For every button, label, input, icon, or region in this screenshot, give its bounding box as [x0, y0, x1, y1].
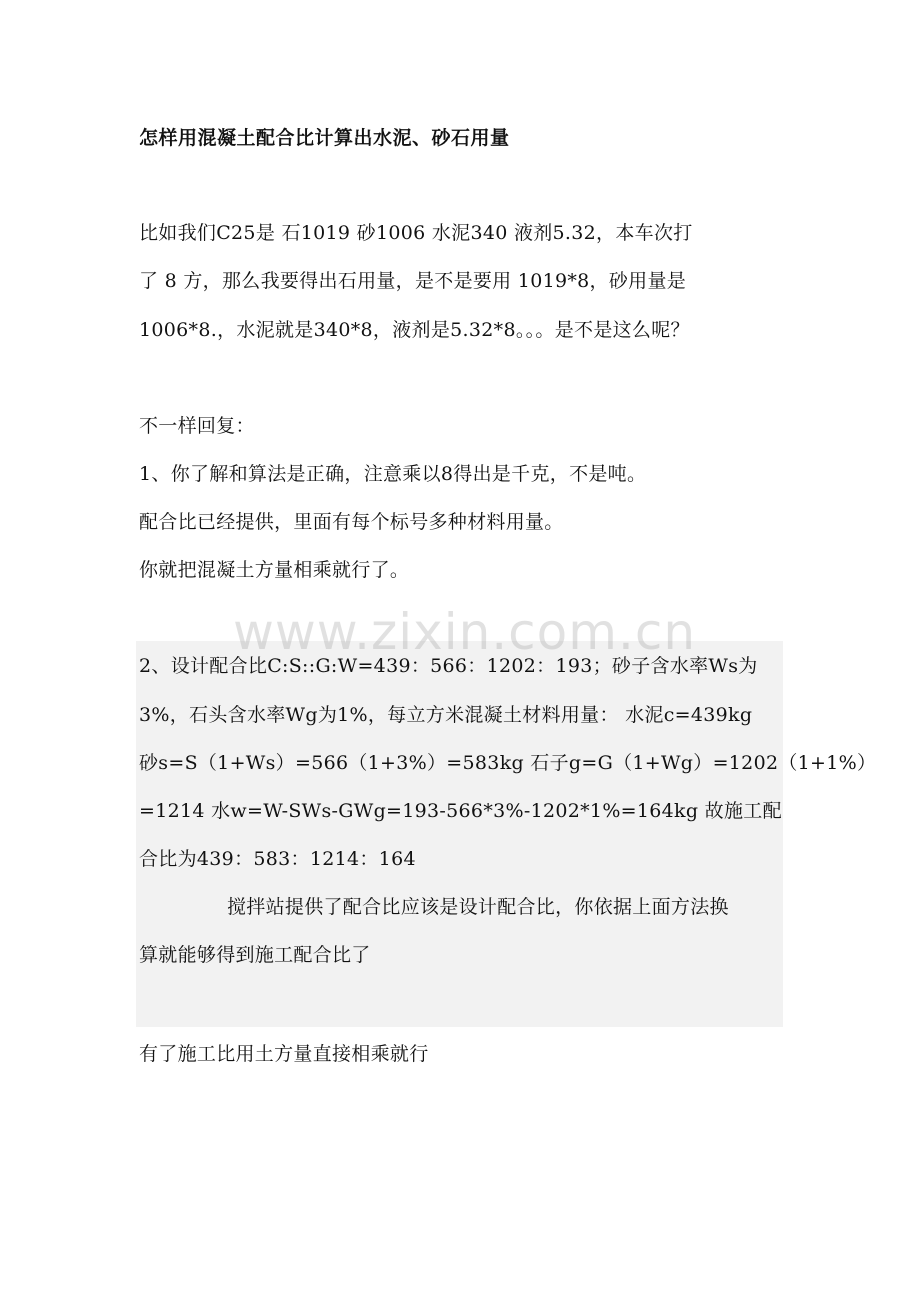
answer1-line-2: 配合比已经提供，里面有每个标号多种材料用量。 [139, 511, 564, 533]
closing-line: 有了施工比用土方量直接相乘就行 [139, 1043, 429, 1065]
answer2-line-2: 3%，石头含水率Wg为1%，每立方米混凝土材料用量： 水泥c=439kg [139, 704, 753, 726]
answer2-line-7: 算就能够得到施工配合比了 [139, 944, 371, 966]
watermark: www.zixin.com.cn [233, 603, 697, 661]
answer2-line-1: 2、设计配合比C:S::G:W=439：566：1202：193；砂子含水率Ws为 [139, 655, 758, 677]
answer2-line-6: 搅拌站提供了配合比应该是设计配合比，你依据上面方法换 [227, 896, 729, 918]
answer2-line-4: =1214 水w=W-SWs-GWg=193-566*3%-1202*1%=164kg 故施工配 [139, 800, 782, 822]
answer1-line-3: 你就把混凝土方量相乘就行了。 [139, 559, 410, 581]
question-line-1: 比如我们C25是 石1019 砂1006 水泥340 液剂5.32，本车次打 [139, 222, 693, 244]
answer2-line-3: 砂s=S（1+Ws）=566（1+3%）=583kg 石子g=G（1+Wg）=1202（1+1%） [139, 752, 877, 774]
answer2-line-5: 合比为439：583：1214：164 [139, 848, 416, 870]
question-line-2: 了 8 方，那么我要得出石用量，是不是要用 1019*8，砂用量是 [139, 270, 687, 292]
question-line-3: 1006*8.，水泥就是340*8，液剂是5.32*8。。。是不是这么呢？ [139, 319, 690, 341]
quote-block-background [136, 641, 783, 1027]
document-title: 怎样用混凝土配合比计算出水泥、砂石用量 [139, 127, 510, 149]
reply-heading: 不一样回复： [139, 415, 255, 437]
answer1-line-1: 1、你了解和算法是正确，注意乘以8得出是千克，不是吨。 [139, 463, 647, 485]
